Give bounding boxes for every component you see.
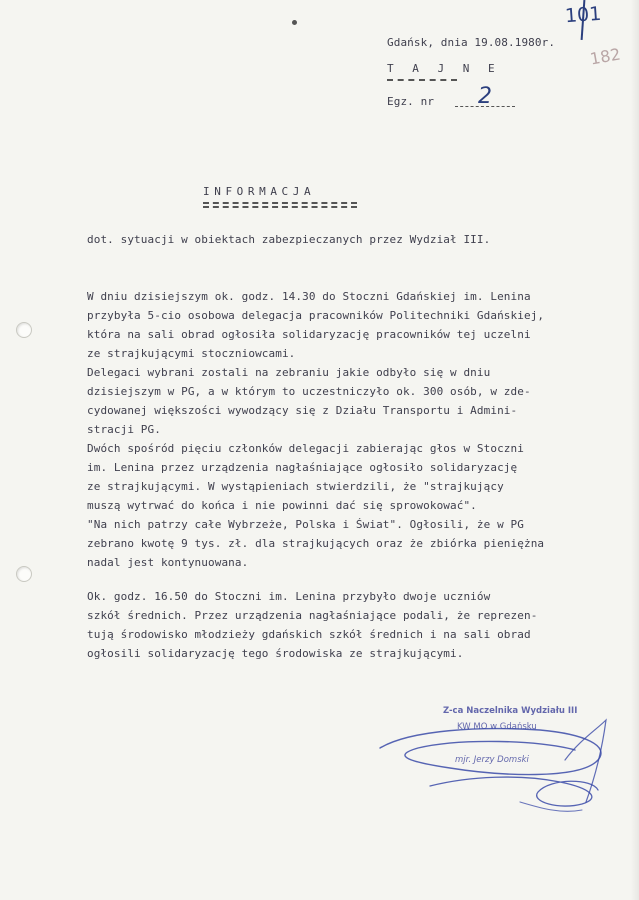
body-line: "Na nich patrzy całe Wybrzeże, Polska i Świat". Ogłosili, że w PG [87, 518, 524, 531]
body-line: ogłosili solidaryzację tego środowiska ze strajkującymi. [87, 647, 464, 660]
classification-underline [387, 79, 457, 81]
handwritten-signature [370, 690, 630, 830]
stamp-title-line: Z-ca Naczelnika Wydziału III [443, 706, 578, 716]
body-line: Ok. godz. 16.50 do Stoczni im. Lenina przybyło dwoje uczniów [87, 590, 491, 603]
body-line: ze strajkującymi. W wystąpieniach stwierdzili, że "strajkujący [87, 480, 504, 493]
folio-number-secondary: 182 [588, 44, 622, 69]
document-title: INFORMACJA [203, 185, 316, 198]
body-line: stracji PG. [87, 423, 161, 436]
body-line: Delegaci wybrani zostali na zebraniu jakie odbyło się w dniu [87, 366, 491, 379]
body-line: im. Lenina przez urządzenia nagłaśniające ogłosiło solidaryzację [87, 461, 518, 474]
body-line: W dniu dzisiejszym ok. godz. 14.30 do Stoczni Gdańskiej im. Lenina [87, 290, 531, 303]
body-line: muszą wytrwać do końca i nie powinni dać się sprowokować". [87, 499, 477, 512]
body-line: która na sali obrad ogłosiła solidaryzację pracowników tej uczelni [87, 328, 531, 341]
body-line: szkół średnich. Przez urządzenia nagłaśniające podali, że reprezen- [87, 609, 538, 622]
folio-number-primary: 101 [564, 2, 602, 28]
copy-number-label: Egz. nr [387, 95, 435, 108]
title-underline-2 [203, 206, 357, 208]
stamp-name-line: mjr. Jerzy Domski [455, 755, 529, 765]
copy-number-underline [455, 106, 515, 107]
body-line: zebrano kwotę 9 tys. zł. dla strajkujących oraz że zbiórka pieniężna [87, 537, 545, 550]
body-line: cydowanej większości wywodzący się z Działu Transportu i Admini- [87, 404, 518, 417]
body-line: przybyła 5-cio osobowa delegacja pracowników Politechniki Gdańskiej, [87, 309, 545, 322]
body-line: tują środowisko młodzieży gdańskich szkół średnich i na sali obrad [87, 628, 531, 641]
punch-hole-upper [16, 322, 32, 338]
place-and-date: Gdańsk, dnia 19.08.1980r. [387, 36, 556, 49]
body-line: nadal jest kontynuowana. [87, 556, 249, 569]
punch-hole-lower [16, 566, 32, 582]
stamp-unit-line: KW MO w Gdańsku [457, 722, 537, 732]
top-dot-mark [292, 20, 297, 25]
classification-label: T A J N E [387, 62, 501, 75]
body-line: dzisiejszym w PG, a w którym to uczestniczyło ok. 300 osób, w zde- [87, 385, 531, 398]
document-subject: dot. sytuacji w obiektach zabezpieczanych przez Wydział III. [87, 233, 491, 246]
copy-number-handwritten: 2 [478, 84, 492, 109]
title-underline-1 [203, 202, 357, 204]
body-line: ze strajkującymi stoczniowcami. [87, 347, 296, 360]
body-line: Dwóch spośród pięciu członków delegacji zabierając głos w Stoczni [87, 442, 524, 455]
